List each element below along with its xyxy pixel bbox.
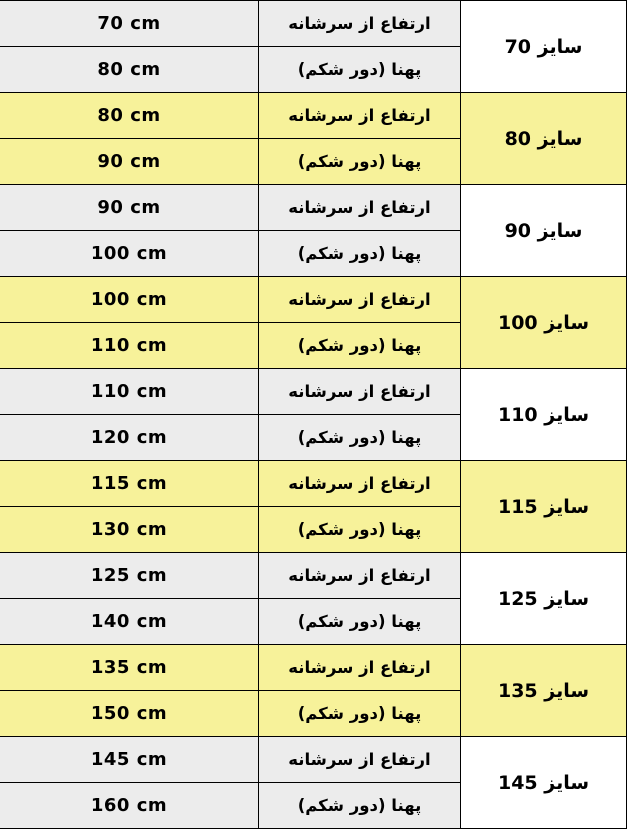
measure-label-width: پهنا (دور شکم) xyxy=(259,231,461,277)
measure-label-width: پهنا (دور شکم) xyxy=(259,415,461,461)
size-label-cell: سایز 90 xyxy=(461,185,627,277)
measure-label-width: پهنا (دور شکم) xyxy=(259,691,461,737)
size-chart-body xyxy=(0,1,627,829)
measure-value-width: 100 cm xyxy=(0,231,259,277)
size-label-cell: سایز 110 xyxy=(461,369,627,461)
measure-label-width: پهنا (دور شکم) xyxy=(259,139,461,185)
measure-value-height: 135 cm xyxy=(0,645,259,691)
measure-label-height: ارتفاع از سرشانه xyxy=(259,185,461,231)
table-row xyxy=(0,645,627,691)
measure-value-height: 145 cm xyxy=(0,737,259,783)
measure-label-height: ارتفاع از سرشانه xyxy=(259,645,461,691)
size-label-cell: سایز 125 xyxy=(461,553,627,645)
size-label-cell: سایز 115 xyxy=(461,461,627,553)
measure-value-width: 90 cm xyxy=(0,139,259,185)
measure-value-height: 110 cm xyxy=(0,369,259,415)
measure-label-width: پهنا (دور شکم) xyxy=(259,507,461,553)
measure-label-height: ارتفاع از سرشانه xyxy=(259,461,461,507)
table-row xyxy=(0,277,627,323)
measure-label-width: پهنا (دور شکم) xyxy=(259,323,461,369)
measure-value-height: 125 cm xyxy=(0,553,259,599)
measure-value-width: 110 cm xyxy=(0,323,259,369)
measure-value-width: 150 cm xyxy=(0,691,259,737)
measure-label-height: ارتفاع از سرشانه xyxy=(259,277,461,323)
measure-label-height: ارتفاع از سرشانه xyxy=(259,737,461,783)
size-label-cell: سایز 135 xyxy=(461,645,627,737)
measure-label-height: ارتفاع از سرشانه xyxy=(259,1,461,47)
measure-value-width: 160 cm xyxy=(0,783,259,829)
table-row xyxy=(0,737,627,783)
measure-value-width: 140 cm xyxy=(0,599,259,645)
measure-label-height: ارتفاع از سرشانه xyxy=(259,93,461,139)
measure-value-height: 115 cm xyxy=(0,461,259,507)
measure-value-height: 100 cm xyxy=(0,277,259,323)
measure-value-width: 120 cm xyxy=(0,415,259,461)
measure-value-height: 70 cm xyxy=(0,1,259,47)
measure-value-height: 90 cm xyxy=(0,185,259,231)
table-row xyxy=(0,1,627,47)
measure-label-width: پهنا (دور شکم) xyxy=(259,599,461,645)
table-row xyxy=(0,461,627,507)
measure-value-width: 80 cm xyxy=(0,47,259,93)
table-row xyxy=(0,553,627,599)
measure-label-width: پهنا (دور شکم) xyxy=(259,47,461,93)
measure-label-height: ارتفاع از سرشانه xyxy=(259,369,461,415)
measure-label-width: پهنا (دور شکم) xyxy=(259,783,461,829)
measure-value-height: 80 cm xyxy=(0,93,259,139)
measure-value-width: 130 cm xyxy=(0,507,259,553)
measure-label-height: ارتفاع از سرشانه xyxy=(259,553,461,599)
size-label-cell: سایز 100 xyxy=(461,277,627,369)
table-row xyxy=(0,93,627,139)
size-label-cell: سایز 145 xyxy=(461,737,627,829)
table-row xyxy=(0,185,627,231)
size-label-cell: سایز 70 xyxy=(461,1,627,93)
table-row xyxy=(0,369,627,415)
size-label-cell: سایز 80 xyxy=(461,93,627,185)
